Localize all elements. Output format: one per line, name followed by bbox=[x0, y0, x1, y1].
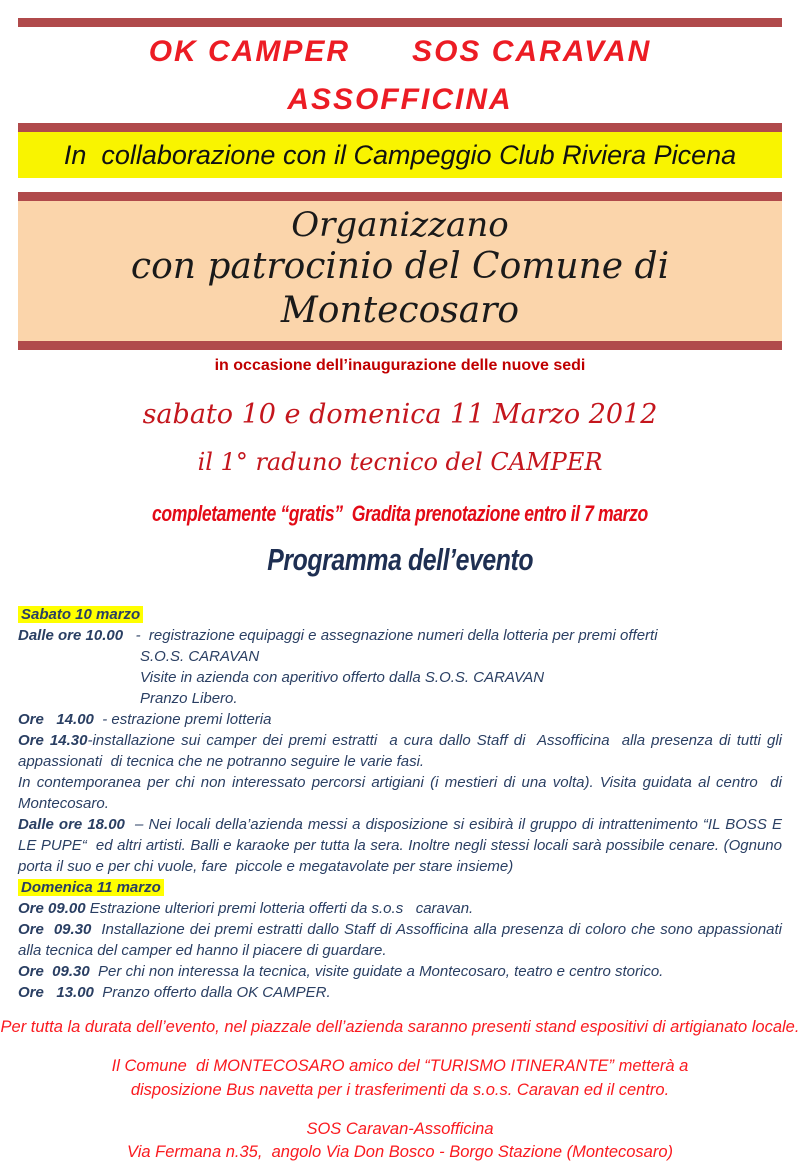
flyer-page bbox=[0, 18, 800, 1161]
collaboration-banner bbox=[18, 132, 782, 178]
program-title bbox=[0, 542, 800, 578]
program-line: S.O.S. CARAVAN bbox=[140, 648, 260, 665]
program-time-label: Dalle ore 18.00 bbox=[18, 816, 125, 833]
program-lines bbox=[0, 604, 800, 1003]
footer-stands-text: Per tutta la durata dell’evento, nel piazzale dell’azienda saranno presenti stand espositivi di artigianato locale. bbox=[0, 1018, 800, 1036]
program-time-label: Ore 09.30 bbox=[18, 921, 92, 938]
event-dates-text: sabato 10 e domenica 11 Marzo 2012 bbox=[142, 399, 658, 430]
highlighted-day-label: Sabato 10 marzo bbox=[18, 606, 143, 623]
organizers-banner-line1: Organizzano bbox=[291, 205, 509, 245]
divider-bar-below-beige bbox=[18, 341, 782, 350]
program-line: Ore 14.30-installazione sui camper dei premi estratti a cura dallo Staff di Assofficina alla presenza di tutti gli appassionati di tecnica che ne potranno seguire le varie fasi. bbox=[18, 732, 787, 770]
header-title-line1: OK CAMPER SOS CARAVAN bbox=[148, 35, 652, 68]
collaboration-banner-text: In collaborazione con il Campeggio Club Riviera Picena bbox=[63, 139, 737, 170]
program-line: Ore 09.00 Estrazione ulteriori premi lotteria offerti da s.o.s caravan. bbox=[18, 900, 474, 917]
program-line: Ore 13.00 Pranzo offerto dalla OK CAMPER. bbox=[18, 984, 331, 1001]
organizers-banner-line2: con patrocinio del Comune di Montecosaro bbox=[130, 246, 670, 331]
program-line: Visite in azienda con aperitivo offerto dalla S.O.S. CARAVAN bbox=[140, 669, 545, 686]
gratis-notice-text: completamente “gratis” Gradita prenotazione entro il 7 marzo bbox=[152, 501, 648, 526]
program-time-label: Ore 14.00 bbox=[18, 711, 94, 728]
program-line: Ore 14.00 - estrazione premi lotteria bbox=[18, 711, 272, 728]
program-time-label: Dalle ore 10.00 bbox=[18, 627, 124, 644]
divider-bar-above-yellow bbox=[18, 123, 782, 132]
gratis-notice bbox=[0, 501, 800, 527]
program-line: In contemporanea per chi non interessato percorsi artigiani (i mestieri di una volta). Visita guidata al centro di Montecosaro. bbox=[18, 774, 787, 812]
program-line: Pranzo Libero. bbox=[140, 690, 238, 707]
divider-bar-top bbox=[18, 18, 782, 27]
program-time-label: Ore 14.30 bbox=[18, 732, 88, 749]
header-title-line2: ASSOFFICINA bbox=[287, 83, 513, 116]
program-day-header bbox=[18, 604, 782, 625]
program-line: Dalle ore 18.00 – Nei locali della’azienda messi a disposizione si esibirà il gruppo di intrattenimento “IL BOSS E LE PUPE“ ed altri artisti. Balli e karaoke per tutta la sera. Inoltre negli stessi locali sarà possibile cenare. (Ognuno porta il suo e per chi vuole, fare piccole e megatavolate per stare insieme) bbox=[18, 816, 787, 875]
footer-bus-text: Il Comune di MONTECOSARO amico del “TURISMO ITINERANTE” metterà a disposizione Bus navetta per i trasferimenti da s.o.s. Caravan ed il centro. bbox=[111, 1057, 693, 1099]
footer bbox=[0, 1016, 800, 1164]
program-day-header bbox=[18, 877, 782, 898]
program-line: Ore 09.30 Per chi non interessa la tecnica, visite guidate a Montecosaro, teatro e centro storico. bbox=[18, 963, 664, 980]
program-time-label: Ore 09.00 bbox=[18, 900, 86, 917]
divider-bar-above-beige bbox=[18, 192, 782, 201]
program-line: Ore 09.30 Installazione dei premi estratti dallo Staff di Assofficina alla presenza di coloro che sono appassionati alla tecnica del camper ed hanno il piacere di guardare. bbox=[18, 921, 787, 959]
program-title-text: Programma dell’evento bbox=[267, 542, 533, 577]
occasion-text: in occasione dell’inaugurazione delle nuove sedi bbox=[214, 357, 586, 374]
program-time-label: Ore 09.30 bbox=[18, 963, 90, 980]
highlighted-day-label: Domenica 11 marzo bbox=[18, 879, 164, 896]
footer-organization-name: SOS Caravan-Assofficina bbox=[306, 1120, 494, 1138]
program-time-label: Ore 13.00 bbox=[18, 984, 94, 1001]
program-line: Dalle ore 10.00 - registrazione equipaggi e assegnazione numeri della lotteria per premi offerti bbox=[18, 627, 658, 644]
footer-address: Via Fermana n.35, angolo Via Don Bosco - Borgo Stazione (Montecosaro) bbox=[126, 1143, 674, 1161]
event-name-text: il 1° raduno tecnico del CAMPER bbox=[197, 448, 603, 476]
organizers-banner bbox=[18, 201, 782, 341]
